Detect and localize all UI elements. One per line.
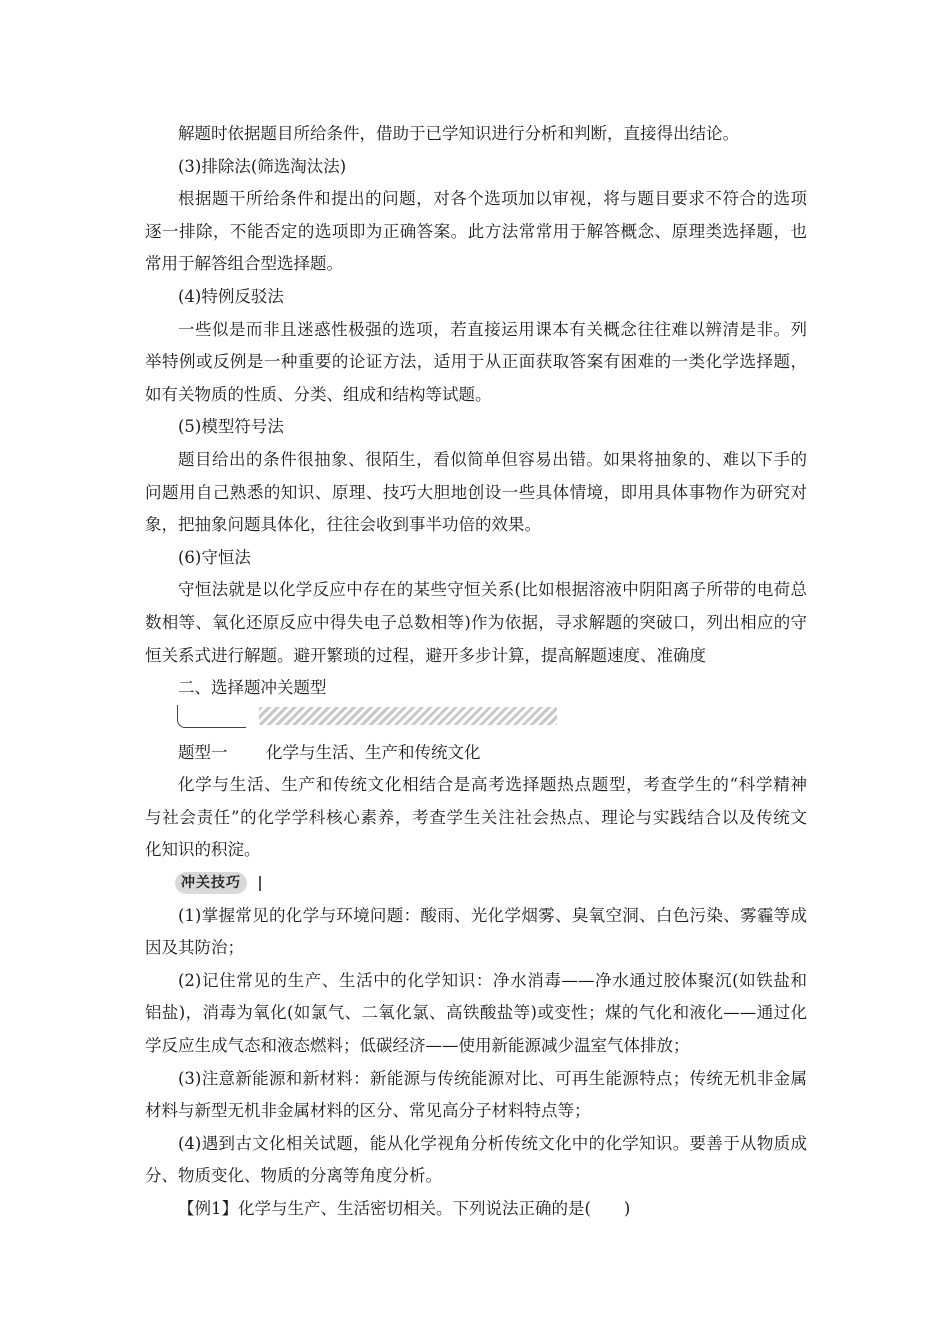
hatched-bar	[259, 707, 557, 725]
tips-badge: 冲关技巧	[175, 872, 247, 894]
paragraph-line: 根据题干所给条件和提出的问题，对各个选项加以审视，将与题目要求不符合的选项	[178, 189, 807, 209]
document-page	[145, 118, 807, 1226]
paragraph-line: 与社会责任”的化学学科核心素养，考查学生关注社会热点、理论与实践结合以及传统文	[145, 807, 807, 827]
method-heading-model-symbol: (5)模型符号法	[178, 417, 284, 437]
paragraph-line: 如有关物质的性质、分类、组成和结构等试题。	[145, 384, 492, 404]
section-heading: 二、选择题冲关题型	[178, 678, 327, 698]
paragraph-line: 守恒法就是以化学反应中存在的某些守恒关系(比如根据溶液中阴阳离子所带的电荷总	[178, 580, 807, 600]
tips-header	[145, 867, 807, 900]
paragraph-line: 一些似是而非且迷惑性极强的选项，若直接运用课本有关概念往往难以辨清是非。列	[178, 319, 807, 339]
paragraph-line: 象，把抽象问题具体化，往往会收到事半功倍的效果。	[145, 515, 541, 535]
example-question: 【例1】化学与生产、生活密切相关。下列说法正确的是( )	[178, 1199, 631, 1218]
tip-line: 铝盐)，消毒为氧化(如氯气、二氧化氯、高铁酸盐等)或变性；煤的气化和液化——通过化	[145, 1003, 807, 1023]
paragraph-line: 问题用自己熟悉的知识、原理、技巧大胆地创设一些具体情境，即用具体事物作为研究对	[145, 482, 807, 502]
section-decoration	[145, 705, 807, 737]
tips-bar-ornament	[259, 876, 261, 891]
type-title: 化学与生活、生产和传统文化	[266, 742, 481, 762]
paragraph-line: 题目给出的条件很抽象、很陌生，看似简单但容易出错。如果将抽象的、难以下手的	[178, 449, 807, 469]
tip-line: (3)注意新能源和新材料：新能源与传统能源对比、可再生能源特点；传统无机非金属	[178, 1068, 807, 1088]
tip-line: 因及其防治；	[145, 938, 244, 958]
paragraph-line: 数相等、氧化还原反应中得失电子总数相等)作为依据，寻求解题的突破口，列出相应的守	[145, 612, 807, 632]
method-heading-conservation: (6)守恒法	[178, 547, 251, 567]
paragraph-line: 恒关系式进行解题。避开繁琐的过程，避开多步计算，提高解题速度、准确度	[145, 645, 706, 665]
paragraph-line: 化知识的积淀。	[145, 840, 261, 860]
method-intro-tail: 解题时依据题目所给条件，借助于已学知识进行分析和判断，直接得出结论。	[178, 124, 739, 143]
type-label: 题型一	[178, 742, 228, 762]
tip-line: 材料与新型无机非金属材料的区分、常见高分子材料特点等；	[145, 1101, 591, 1121]
type-heading	[145, 737, 807, 770]
method-heading-counterexample: (4)特例反驳法	[178, 286, 284, 306]
tip-line: 分、物质变化、物质的分离等角度分析。	[145, 1166, 442, 1186]
method-heading-exclusion: (3)排除法(筛选淘汰法)	[178, 156, 347, 176]
paragraph-line: 举特例或反例是一种重要的论证方法，适用于从正面获取答案有困难的一类化学选择题，	[145, 352, 807, 372]
paragraph-line: 逐一排除，不能否定的选项即为正确答案。此方法常常用于解答概念、原理类选择题，也	[145, 221, 807, 241]
tip-line: (2)记住常见的生产、生活中的化学知识：净水消毒——净水通过胶体聚沉(如铁盐和	[178, 970, 807, 990]
tip-line: (1)掌握常见的化学与环境问题：酸雨、光化学烟雾、臭氧空洞、白色污染、雾霾等成	[178, 905, 807, 925]
bracket-ornament	[177, 705, 246, 728]
tip-line: 学反应生成气态和液态燃料；低碳经济——使用新能源减少温室气体排放；	[145, 1036, 690, 1056]
paragraph-line: 常用于解答组合型选择题。	[145, 254, 343, 274]
tip-line: (4)遇到古文化相关试题，能从化学视角分析传统文化中的化学知识。要善于从物质成	[178, 1133, 807, 1153]
paragraph-line: 化学与生活、生产和传统文化相结合是高考选择题热点题型，考查学生的“科学精神	[178, 775, 807, 795]
